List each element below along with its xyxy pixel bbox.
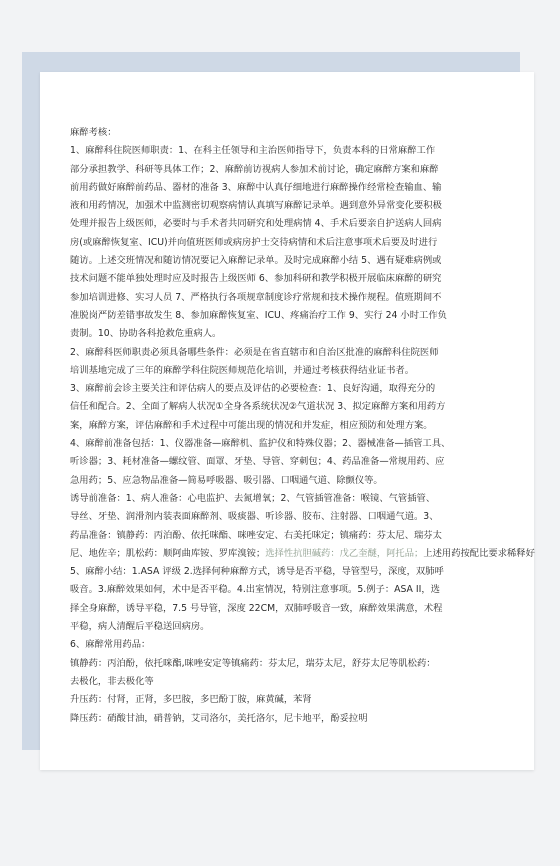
- text-line: 吸音。3.麻醉效果如何，术中是否平稳。4.出室情况，特别注意事项。5.例子：ASA II，选: [70, 584, 440, 596]
- text-segment: 上述用药按配比要求稀释好: [423, 547, 535, 559]
- text-line-mixed: [70, 545, 535, 563]
- text-line: 平稳，病人清醒后平稳送回病房。: [70, 621, 210, 633]
- text-line: 随访。上述交班情况和随访情况要记入麻醉记录单。及时完成麻醉小结 5、遇有疑难病例或: [70, 255, 442, 267]
- text-line: 去极化，非去极化等: [70, 675, 154, 687]
- heading-line: 麻醉考核：: [70, 127, 117, 138]
- text-line: 技术问题不能单独处理时应及时报告上级医师 6、参加科研和教学积极开展临床麻醉的研究: [70, 273, 442, 285]
- text-line: 5、麻醉小结：1.ASA 评级 2.选择何种麻醉方式，诱导是否平稳，导管型号，深度，双肺呼: [70, 566, 444, 578]
- text-line: 降压药：硝酸甘油，硝普钠，艾司洛尔，美托洛尔，尼卡地平，酚妥拉明: [70, 712, 368, 724]
- text-line: 镇静药：丙泊酚，依托咪酯,咪唑安定等镇痛药：芬太尼，瑞芬太尼，舒芬太尼等肌松药：: [70, 657, 436, 669]
- text-line: 导丝、牙垫、润滑剂内装表面麻醉剂、吸痰器、听诊器、胶布、注射器、口咽通气道。3、: [70, 511, 439, 523]
- text-line: 准脱岗严防差错事故发生 8、参加麻醉恢复室、ICU、疼痛治疗工作 9、实行 24 小时工作负: [70, 309, 447, 321]
- text-line: 1、麻醉科住院医师职责：1、在科主任领导和主治医师指导下，负责本科的日常麻醉工作: [70, 145, 436, 157]
- text-line: 案，麻醉方案，评估麻醉和手术过程中可能出现的情况和并发症，相应预防和处理方案。: [70, 419, 433, 431]
- text-line: 信任和配合。2、全面了解病人状况①全身各系统状况②气道状况 3、拟定麻醉方案和用药方: [70, 401, 446, 413]
- text-line: 药品准备：镇静药：丙泊酚、依托咪酯、咪唑安定、右美托咪定；镇痛药：芬太尼、瑞芬太: [70, 529, 442, 541]
- text-line: 参加培训进修、实习人员 7、严格执行各项规章制度诊疗常规和技术操作规程。值班期间不: [70, 291, 442, 303]
- text-line: 前用药做好麻醉前药品、器材的准备 3、麻醉中认真仔细地进行麻醉操作经常检查输血、输: [70, 181, 442, 193]
- text-line: 部分承担教学、科研等具体工作；2、麻醉前访视病人参加术前讨论，确定麻醉方案和麻醉: [70, 163, 439, 175]
- text-line: 培训基地完成了三年的麻醉学科住院医师规范化培训，并通过考核获得结业证书者。: [70, 364, 414, 376]
- text-line: 6、麻醉常用药品：: [70, 639, 151, 651]
- text-line: 升压药：付肾，正肾，多巴胺，多巴酚丁胺，麻黄碱，苯肾: [70, 694, 312, 706]
- text-line: 急用药；5、应急物品准备—简易呼吸器、吸引器、口咽通气道、除颤仪等。: [70, 474, 383, 486]
- text-line: 诱导前准备：1、病人准备：心电监护、去氮增氧；2、气管插管准备：喉镜、气管插管、: [70, 492, 436, 504]
- text-line: 择全身麻醉，诱导平稳，7.5 号导管，深度 22CM，双肺呼吸音一致，麻醉效果满意，术程: [70, 602, 443, 614]
- document-body: [70, 124, 535, 728]
- text-line: 3、麻醉前会诊主要关注和评估病人的要点及评估的必要检查：1、良好沟通，取得充分的: [70, 383, 436, 395]
- text-line: 液和用药情况，加强术中监测密切观察病情认真填写麻醉记录单。遇到意外异常变化要积极: [70, 200, 442, 212]
- text-line: 4、麻醉前准备包括：1、仪器准备—麻醉机、监护仪和特殊仪器；2、器械准备—插管工具、: [70, 438, 451, 450]
- text-segment: 尼、地佐辛；肌松药：顺阿曲库铵、罗库溴铵；: [70, 547, 266, 559]
- text-line: 2、麻醉科医师职责必须具备哪些条件：必须是在省直辖市和自治区批准的麻醉科住院医师: [70, 346, 439, 358]
- text-line: 处理并报告上级医师，必要时与手术者共同研究和处理病情 4、手术后要亲自护送病人回病: [70, 218, 442, 230]
- text-line: 房(或麻醉恢复室、ICU)并向值班医师或病房护士交待病情和术后注意事项术后要及时进行: [70, 236, 438, 248]
- text-line: 责制。10、协助各科抢救危重病人。: [70, 328, 222, 340]
- faded-text-segment: 选择性抗胆碱药：戊乙奎醚，阿托品；: [265, 547, 424, 559]
- text-line: 听诊器；3、耗材准备—螺纹管、面罩、牙垫、导管、穿刺包；4、药品准备—常规用药、应: [70, 456, 445, 468]
